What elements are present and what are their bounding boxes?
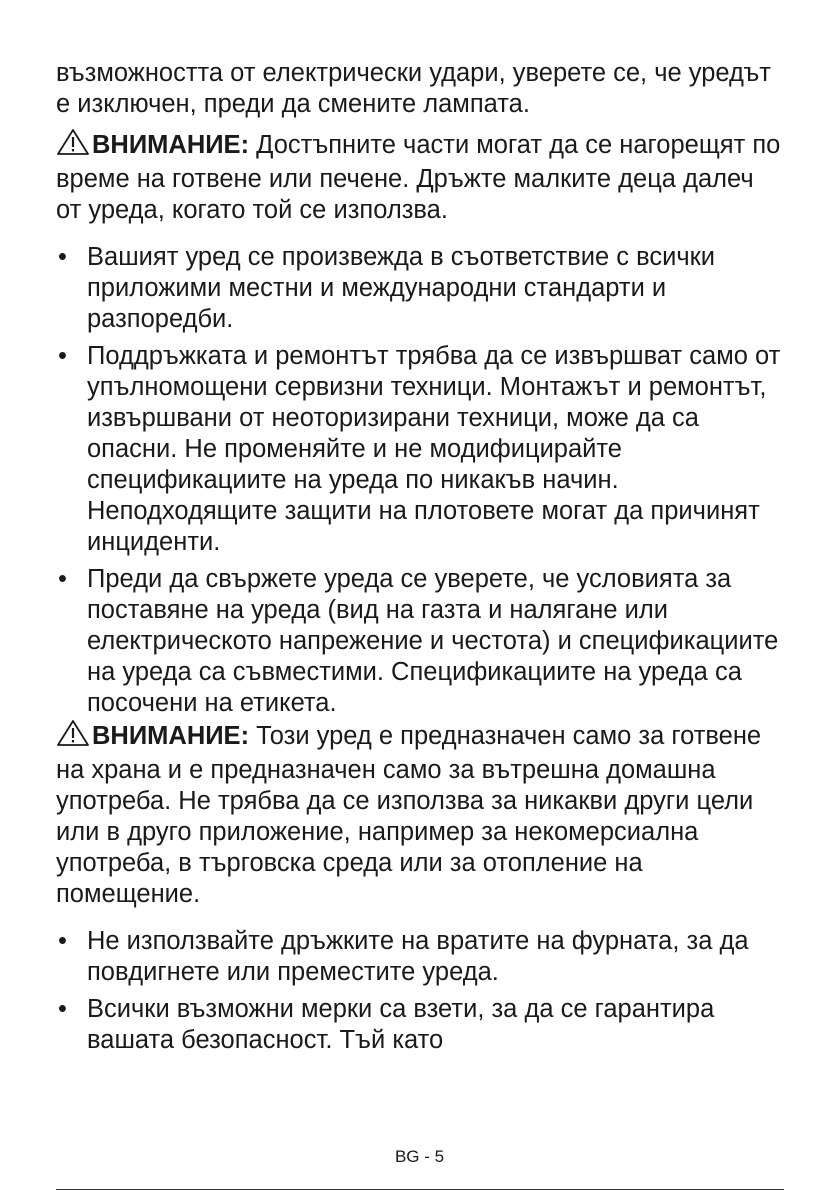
list-item — [56, 242, 786, 335]
bullet-dot: • — [58, 243, 67, 271]
footer-divider — [56, 1189, 784, 1190]
list-item-text: Не използвайте дръжките на вратите на фурната, за да повдигнете или преместите уреда. — [87, 927, 749, 986]
warning-title-2: ВНИМАНИЕ: — [92, 722, 250, 750]
bullet-dot: • — [58, 995, 67, 1023]
warning-text-1: Достъпните части могат да се нагорещят по време на готвене или печене. Дръжте малките деца далеч от уреда, когато той се използва. — [56, 131, 781, 224]
page-number: BG - 5 — [394, 1147, 445, 1166]
warning-text-2: Този уред е предназначен само за готвене на храна и е предназначен само за вътрешна домашна употреба. Не трябва да се използва за никакви други цели или в друго приложение, например за некомерсиална употреба, в търговска среда или за отопление на помещение. — [56, 722, 762, 908]
bullet-dot: • — [58, 565, 67, 593]
warning-title-1: ВНИМАНИЕ: — [92, 131, 250, 159]
warning-paragraph-2 — [56, 719, 786, 910]
bullet-list-1 — [56, 242, 786, 719]
list-item — [56, 994, 786, 1056]
warning-triangle-icon — [56, 719, 90, 755]
list-item-text: Преди да свържете уреда се уверете, че условията за поставяне на уреда (вид на газта и налягане или електрическото напрежение и честота) и спецификациите на уреда са съвместими. Спецификациите на уреда са посочени на етикета. — [87, 565, 779, 717]
bullet-list-2 — [56, 926, 786, 1056]
list-item-text: Вашият уред се произвежда в съответствие с всички приложими местни и международни стандарти и разпоредби. — [87, 243, 716, 333]
page-content — [56, 58, 786, 1056]
warning-paragraph-1 — [56, 128, 786, 226]
list-item-text: Поддръжката и ремонтът трябва да се извършват само от упълномощени сервизни техници. Монтажът и ремонтът, извършвани от неоторизирани техници, може да са опасни. Не променяйте и не модифицирайте спецификациите на уреда по никакъв начин. Неподходящите защити на плотовете могат да причинят инциденти. — [87, 342, 781, 556]
bullet-dot: • — [58, 927, 67, 955]
intro-paragraph: възможността от електрически удари, уверете се, че уредът е изключен, преди да смените лампата. — [56, 59, 771, 118]
list-item-text: Всички възможни мерки са взети, за да се гарантира вашата безопасност. Тъй като — [87, 995, 715, 1054]
warning-triangle-icon — [56, 128, 90, 164]
bullet-dot: • — [58, 342, 67, 370]
list-item — [56, 926, 786, 988]
list-item — [56, 341, 786, 558]
list-item — [56, 564, 786, 719]
